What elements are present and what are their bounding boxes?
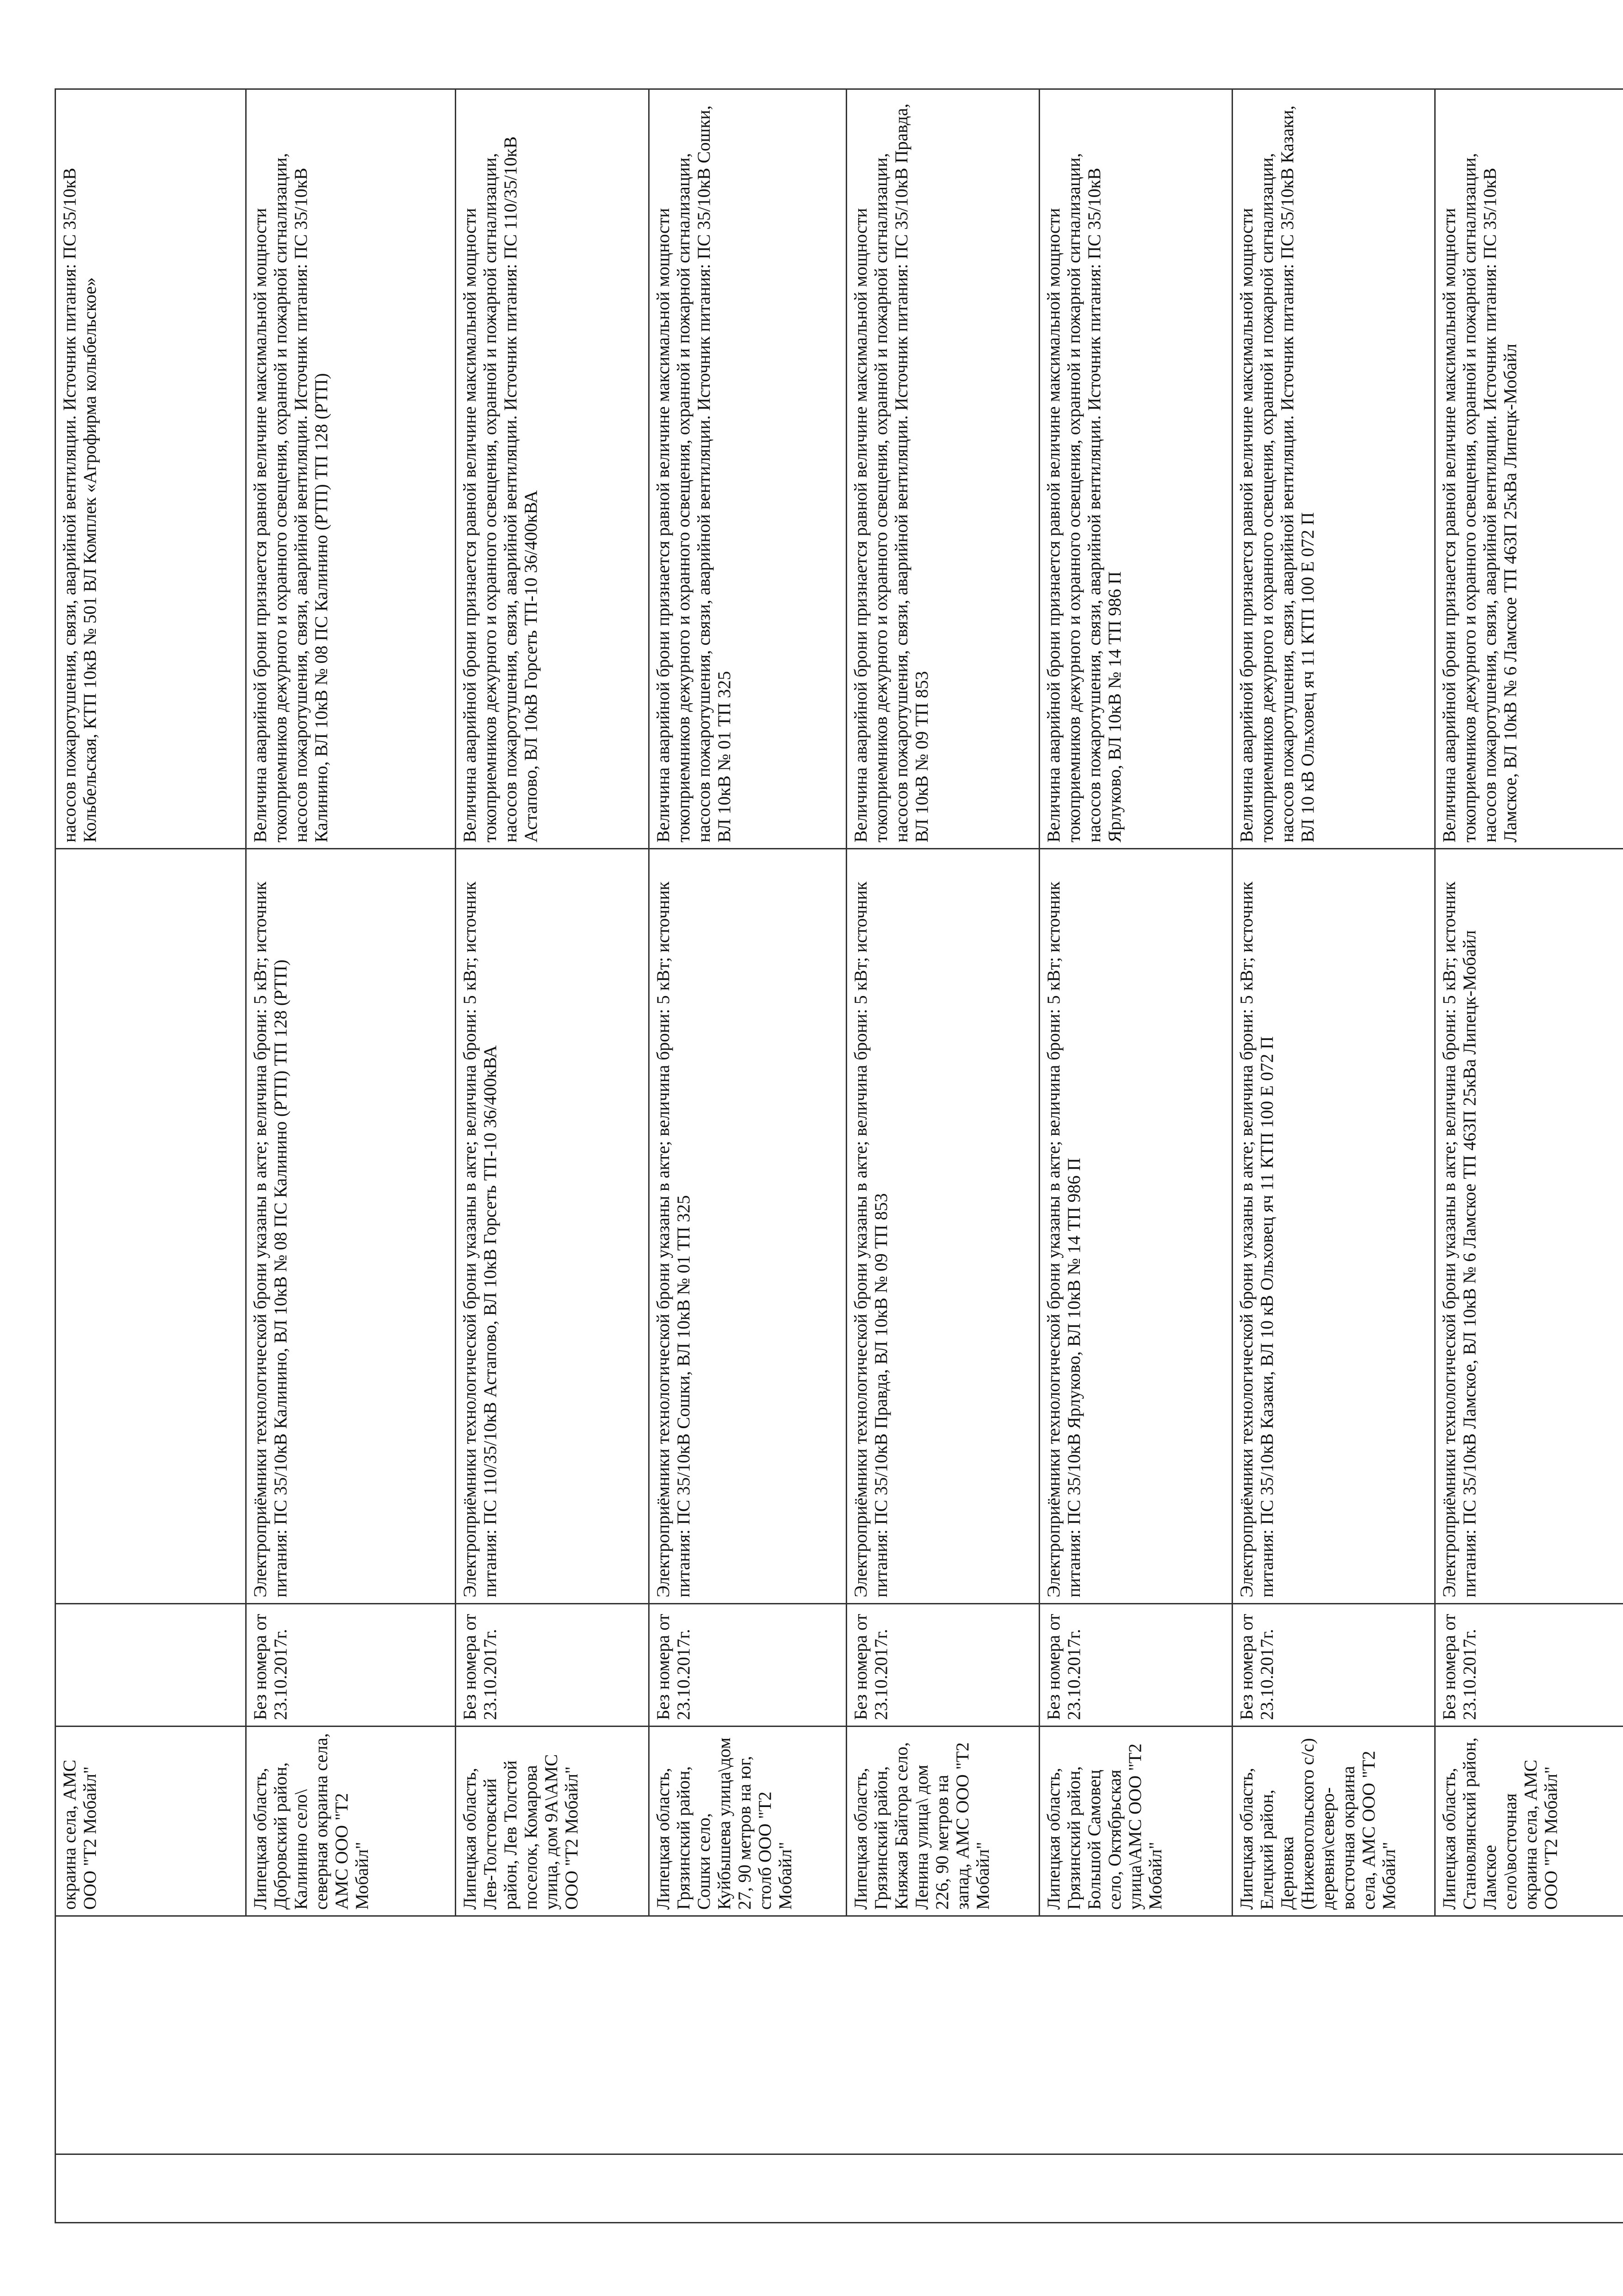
address-text: Липецкая область, Грязинский район, Княжая Байгора село, Ленина улица\ дом 226, 90 метров на запад, АМС ООО "Т2 Мобайл" <box>851 1742 993 1910</box>
emergency-reservation-cell <box>847 89 1040 849</box>
emergency-reservation-cell <box>456 89 649 849</box>
address-text: окраина села, АМС ООО "Т2 Мобайл" <box>60 1759 100 1910</box>
tech-reservation-cell <box>56 849 246 1604</box>
address-text: Липецкая область, Грязинский район, Сошки село, Куйбышева улица\дом 27, 90 метров на юг, столб ООО "Т2 Мобайл" <box>653 1737 796 1910</box>
emergency-reservation-cell <box>649 89 847 849</box>
act-text: Без номера от 23.10.2017г. <box>1044 1614 1084 1720</box>
table-row <box>246 89 456 2223</box>
emergency-reservation-text: Величина аварийной брони признается равной величине максимальной мощности токоприемников дежурного и охранного освещения, охранной и пожарной сигнализации, насосов пожаротушения, связи, аварийной вентиляции. Источник питания: ПС 35/10кВ Казаки, ВЛ 10 кВ Ольховец яч 11 КТП 100 Е 072 П <box>1237 105 1318 842</box>
table-row <box>847 89 1040 2223</box>
emergency-reservation-cell <box>1435 89 1623 849</box>
address-text: Липецкая область, Добровский район, Калинино село\ северная окраина села, АМС ООО "Т2 Мобайл" <box>250 1733 372 1910</box>
name-cell <box>56 1916 1623 2154</box>
tech-reservation-cell <box>1233 849 1435 1604</box>
emergency-reservation-text: Величина аварийной брони признается равной величине максимальной мощности токоприемников дежурного и охранного освещения, охранной и пожарной сигнализации, насосов пожаротушения, связи, аварийной вентиляции. Источник питания: ПС 35/10кВ Ламское, ВЛ 10кВ № 6 Ламское ТП 463П 25кВа Липецк-Мобайл <box>1439 153 1521 842</box>
act-cell <box>1040 1604 1233 1727</box>
act-cell <box>847 1604 1040 1727</box>
address-cell <box>56 1727 246 1916</box>
emergency-reservation-cell <box>1233 89 1435 849</box>
emergency-reservation-text: Величина аварийной брони признается равной величине максимальной мощности токоприемников дежурного и охранного освещения, охранной и пожарной сигнализации, насосов пожаротушения, связи, аварийной вентиляции. Источник питания: ПС 110/35/10кВ Астапово, ВЛ 10кВ Горсеть ТП-10 36/400кВА <box>460 136 541 842</box>
tech-reservation-cell <box>1040 849 1233 1604</box>
tech-reservation-text: Электроприёмники технологической брони указаны в акте; величина брони: 5 кВт; источник питания: ПС 35/10кВ Сошки, ВЛ 10кВ № 01 ТП 325 <box>653 881 694 1597</box>
act-text: Без номера от 23.10.2017г. <box>1237 1614 1277 1720</box>
emergency-reservation-text: Величина аварийной брони признается равной величине максимальной мощности токоприемников дежурного и охранного освещения, охранной и пожарной сигнализации, насосов пожаротушения, связи, аварийной вентиляции. Источник питания: ПС 35/10кВ Калинино, ВЛ 10кВ № 08 ПС Калинино (РТП) ТП 128 (РТП) <box>250 153 332 842</box>
tech-reservation-text: Электроприёмники технологической брони указаны в акте; величина брони: 5 кВт; источник питания: ПС 35/10кВ Калинино, ВЛ 10кВ № 08 ПС Калинино (РТП) ТП 128 (РТП) <box>250 881 291 1597</box>
address-text: Липецкая область, Грязинский район, Большой Самовец село, Октябрьская улица\АМС ООО "Т2 Мобайл" <box>1044 1743 1166 1910</box>
tech-reservation-cell <box>847 849 1040 1604</box>
table-row <box>1435 89 1623 2223</box>
act-text: Без номера от 23.10.2017г. <box>851 1614 892 1720</box>
address-cell <box>456 1727 649 1916</box>
act-cell <box>1435 1604 1623 1727</box>
emergency-reservation-text: Величина аварийной брони признается равной величине максимальной мощности токоприемников дежурного и охранного освещения, охранной и пожарной сигнализации, насосов пожаротушения, связи, аварийной вентиляции. Источник питания: ПС 35/10кВ Ярлуково, ВЛ 10кВ № 14 ТП 986 П <box>1044 153 1125 842</box>
rotated-table-wrapper <box>55 90 1567 2223</box>
act-cell <box>246 1604 456 1727</box>
act-text: Без номера от 23.10.2017г. <box>1439 1614 1480 1720</box>
tech-reservation-cell <box>649 849 847 1604</box>
table-row <box>56 89 246 2223</box>
tech-reservation-text: Электроприёмники технологической брони указаны в акте; величина брони: 5 кВт; источник питания: ПС 110/35/10кВ Астапово, ВЛ 10кВ Горсеть ТП-10 36/400кВА <box>460 881 501 1597</box>
address-cell <box>1435 1727 1623 1916</box>
act-text: Без номера от 23.10.2017г. <box>460 1614 501 1720</box>
act-cell <box>1233 1604 1435 1727</box>
address-cell <box>246 1727 456 1916</box>
address-cell <box>1040 1727 1233 1916</box>
table-row <box>1040 89 1233 2223</box>
emergency-reservation-cell <box>246 89 456 849</box>
act-cell <box>56 1604 246 1727</box>
tech-reservation-text: Электроприёмники технологической брони указаны в акте; величина брони: 5 кВт; источник питания: ПС 35/10кВ Правда, ВЛ 10кВ № 09 ТП 853 <box>851 881 892 1597</box>
address-cell <box>649 1727 847 1916</box>
address-text: Липецкая область, Становлянский район, Ламское село\восточная окраина села, АМС ООО "Т2 Мобайл" <box>1439 1737 1561 1910</box>
act-cell <box>649 1604 847 1727</box>
tech-reservation-text: Электроприёмники технологической брони указаны в акте; величина брони: 5 кВт; источник питания: ПС 35/10кВ Ярлуково, ВЛ 10кВ № 14 ТП 986 П <box>1044 881 1084 1597</box>
emergency-reservation-text: насосов пожаротушения, связи, аварийной вентиляции. Источник питания: ПС 35/10кВ Кольбельская, КТП 10кВ № 501 ВЛ Комплек «Агрофирма колыбельское» <box>60 167 100 842</box>
address-cell <box>1233 1727 1435 1916</box>
address-text: Липецкая область, Елецкий район, Дерновка (Нижевогольского с/с) деревня\северо-восточная окраина села, АМС ООО "Т2 Мобайл" <box>1237 1738 1400 1910</box>
act-text: Без номера от 23.10.2017г. <box>250 1614 291 1720</box>
emergency-reservation-cell <box>1040 89 1233 849</box>
tech-reservation-text: Электроприёмники технологической брони указаны в акте; величина брони: 5 кВт; источник питания: ПС 35/10кВ Ламское, ВЛ 10кВ № 6 Ламское ТП 463П 25кВа Липецк-Мобайл <box>1439 881 1480 1597</box>
table-row <box>649 89 847 2223</box>
address-cell <box>847 1727 1040 1916</box>
emergency-reservation-text: Величина аварийной брони признается равной величине максимальной мощности токоприемников дежурного и охранного освещения, охранной и пожарной сигнализации, насосов пожаротушения, связи, аварийной вентиляции. Источник питания: ПС 35/10кВ Сошки, ВЛ 10кВ № 01 ТП 325 <box>653 105 735 842</box>
tech-reservation-cell <box>1435 849 1623 1604</box>
emergency-reservation-text: Величина аварийной брони признается равной величине максимальной мощности токоприемников дежурного и охранного освещения, охранной и пожарной сигнализации, насосов пожаротушения, связи, аварийной вентиляции. Источник питания: ПС 35/10кВ Правда, ВЛ 10кВ № 09 ТП 853 <box>851 103 932 842</box>
table-row <box>1233 89 1435 2223</box>
address-text: Липецкая область, Лев-Толстовский район, Лев Толстой поселок, Комарова улица, дом 9А\АМС ООО "Т2 Мобайл" <box>460 1754 582 1910</box>
tech-reservation-text: Электроприёмники технологической брони указаны в акте; величина брони: 5 кВт; источник питания: ПС 35/10кВ Казаки, ВЛ 10 кВ Ольховец яч 11 КТП 100 Е 072 П <box>1237 881 1277 1597</box>
table-row <box>456 89 649 2223</box>
act-text: Без номера от 23.10.2017г. <box>653 1614 694 1720</box>
reservation-table <box>55 88 1623 2223</box>
emergency-reservation-cell <box>56 89 246 849</box>
number-cell <box>56 2154 1623 2223</box>
act-cell <box>456 1604 649 1727</box>
tech-reservation-cell <box>456 849 649 1604</box>
tech-reservation-cell <box>246 849 456 1604</box>
